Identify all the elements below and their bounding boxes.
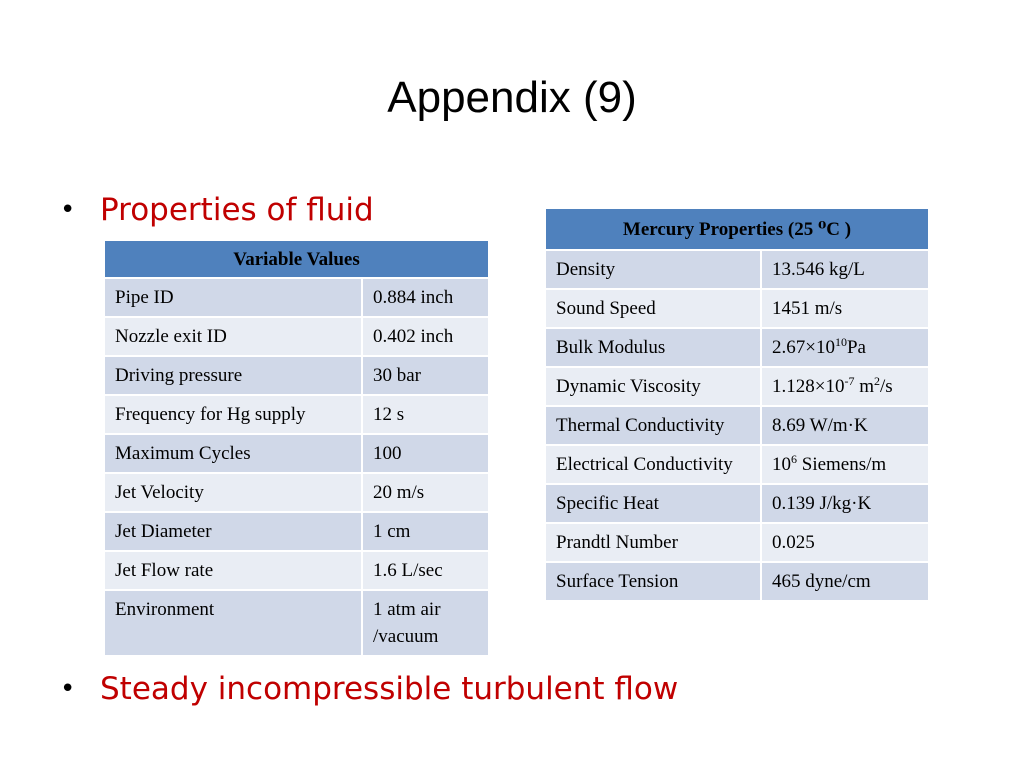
row-name: Environment	[104, 590, 362, 656]
row-name: Specific Heat	[545, 484, 761, 523]
row-name: Dynamic Viscosity	[545, 367, 761, 406]
row-value: 0.884 inch	[362, 278, 489, 317]
row-value: 12 s	[362, 395, 489, 434]
row-name: Surface Tension	[545, 562, 761, 601]
table-row	[545, 289, 929, 328]
table-row	[545, 328, 929, 367]
table-header: Variable Values	[104, 240, 489, 278]
row-name: Jet Flow rate	[104, 551, 362, 590]
row-value: 20 m/s	[362, 473, 489, 512]
row-name: Electrical Conductivity	[545, 445, 761, 484]
row-value: 30 bar	[362, 356, 489, 395]
table-row	[104, 551, 489, 590]
bullet-text: Steady incompressible turbulent flow	[100, 671, 679, 707]
value-unit: Pa	[846, 337, 866, 358]
bullet-text: Properties of fluid	[100, 192, 374, 228]
value-exponent: 10	[834, 335, 847, 349]
value-unit: /s	[880, 376, 893, 397]
row-name: Sound Speed	[545, 289, 761, 328]
row-value: 100	[362, 434, 489, 473]
row-value: 1 atm air /vacuum	[362, 590, 489, 656]
table-row	[104, 590, 489, 656]
row-name: Maximum Cycles	[104, 434, 362, 473]
value-unit: Siemens/m	[797, 454, 887, 475]
row-name: Nozzle exit ID	[104, 317, 362, 356]
value-text: 1.128×10	[772, 376, 845, 397]
table-row	[545, 484, 929, 523]
table-row	[545, 406, 929, 445]
row-value: 0.139 J/kg·K	[761, 484, 929, 523]
value-unit: m	[854, 376, 874, 397]
row-value	[761, 367, 929, 406]
row-value: 1.6 L/sec	[362, 551, 489, 590]
table-row	[545, 523, 929, 562]
row-name: Jet Velocity	[104, 473, 362, 512]
table-row	[104, 356, 489, 395]
row-value: 1451 m/s	[761, 289, 929, 328]
table-row	[104, 473, 489, 512]
row-name: Density	[545, 250, 761, 289]
bullet-dot-icon: •	[60, 674, 76, 704]
table-row	[104, 317, 489, 356]
table-row	[545, 250, 929, 289]
table-row	[545, 562, 929, 601]
table-row	[104, 278, 489, 317]
row-value: 1 cm	[362, 512, 489, 551]
table-row	[545, 445, 929, 484]
row-value: 0.402 inch	[362, 317, 489, 356]
row-value: 8.69 W/m·K	[761, 406, 929, 445]
row-value: 465 dyne/cm	[761, 562, 929, 601]
value-exponent: -7	[844, 374, 855, 388]
row-name: Jet Diameter	[104, 512, 362, 551]
row-name: Frequency for Hg supply	[104, 395, 362, 434]
variable-values-table	[103, 239, 490, 657]
row-name: Prandtl Number	[545, 523, 761, 562]
slide-title: Appendix (9)	[387, 73, 637, 122]
row-value	[761, 445, 929, 484]
row-name: Bulk Modulus	[545, 328, 761, 367]
value-text: 2.67×10	[772, 337, 835, 358]
row-value	[761, 328, 929, 367]
row-name: Driving pressure	[104, 356, 362, 395]
value-text: 10	[772, 454, 791, 475]
table-header: Mercury Properties (25 ⁰C )	[545, 208, 929, 250]
row-value: 0.025	[761, 523, 929, 562]
table-row	[104, 512, 489, 551]
table-row	[545, 367, 929, 406]
mercury-properties-table	[544, 207, 930, 602]
bullet-flow	[60, 669, 678, 709]
row-name: Thermal Conductivity	[545, 406, 761, 445]
table-row	[104, 395, 489, 434]
table-row	[104, 434, 489, 473]
bullet-properties	[60, 190, 374, 230]
value-exponent: 6	[791, 452, 797, 466]
value-exponent: 2	[874, 374, 880, 388]
row-value: 13.546 kg/L	[761, 250, 929, 289]
row-name: Pipe ID	[104, 278, 362, 317]
bullet-dot-icon: •	[60, 195, 76, 225]
